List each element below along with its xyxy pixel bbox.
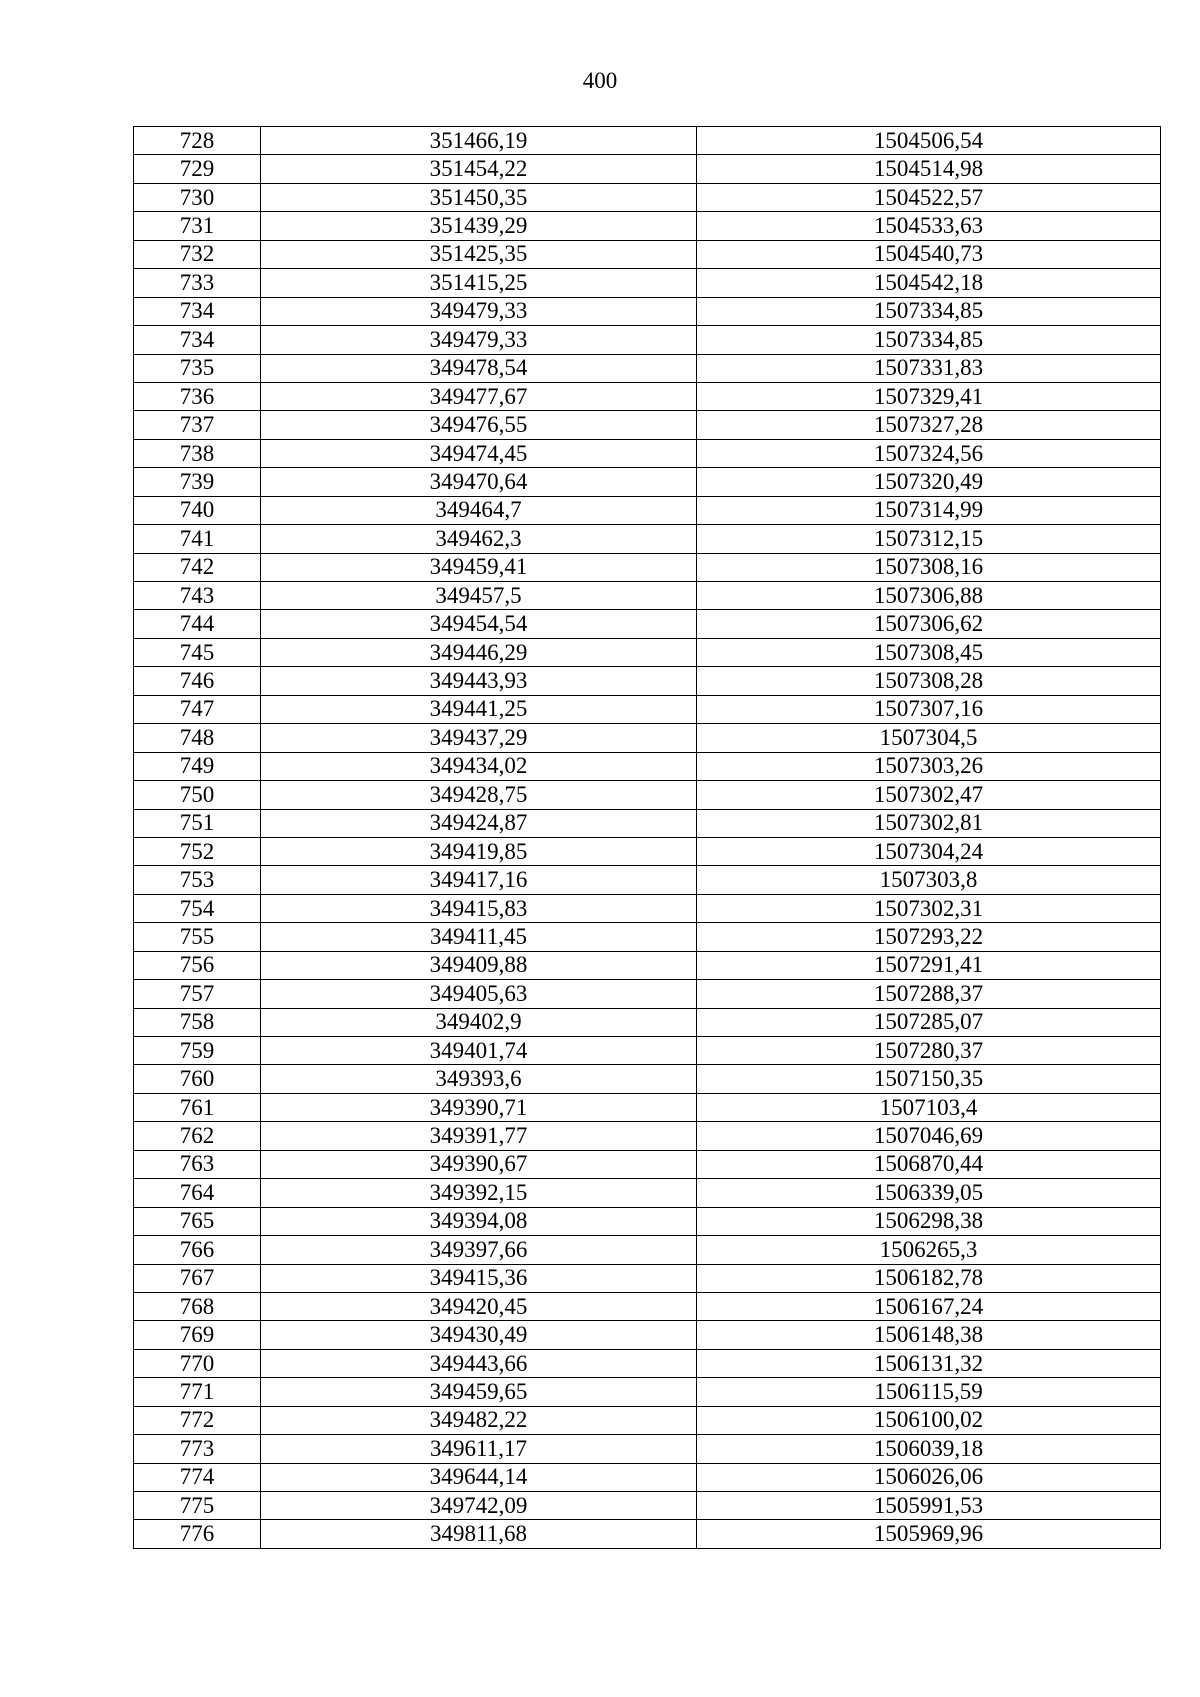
table-row: [134, 468, 1161, 496]
point-number-cell: 757: [134, 980, 261, 1008]
point-number-cell: 729: [134, 155, 261, 183]
point-number-cell: 737: [134, 411, 261, 439]
point-number-cell: 745: [134, 638, 261, 666]
y-coordinate-cell: 1505991,53: [697, 1492, 1161, 1520]
point-number-cell: 766: [134, 1236, 261, 1264]
y-coordinate-cell: 1507327,28: [697, 411, 1161, 439]
point-number-cell: 741: [134, 525, 261, 553]
x-coordinate-cell: 349811,68: [261, 1520, 697, 1548]
y-coordinate-cell: 1506339,05: [697, 1179, 1161, 1207]
point-number-cell: 767: [134, 1264, 261, 1292]
point-number-cell: 750: [134, 781, 261, 809]
y-coordinate-cell: 1506131,32: [697, 1349, 1161, 1377]
table-row: [134, 1264, 1161, 1292]
point-number-cell: 751: [134, 809, 261, 837]
point-number-cell: 748: [134, 724, 261, 752]
table-row: [134, 1321, 1161, 1349]
table-row: [134, 724, 1161, 752]
x-coordinate-cell: 349446,29: [261, 638, 697, 666]
point-number-cell: 739: [134, 468, 261, 496]
table-row: [134, 411, 1161, 439]
point-number-cell: 738: [134, 439, 261, 467]
y-coordinate-cell: 1507046,69: [697, 1122, 1161, 1150]
table-row: [134, 127, 1161, 155]
x-coordinate-cell: 349441,25: [261, 695, 697, 723]
point-number-cell: 755: [134, 923, 261, 951]
x-coordinate-cell: 349392,15: [261, 1179, 697, 1207]
table-row: [134, 1378, 1161, 1406]
x-coordinate-cell: 349479,33: [261, 297, 697, 325]
y-coordinate-cell: 1507302,47: [697, 781, 1161, 809]
table-row: [134, 1463, 1161, 1491]
x-coordinate-cell: 349474,45: [261, 439, 697, 467]
point-number-cell: 760: [134, 1065, 261, 1093]
x-coordinate-cell: 349482,22: [261, 1406, 697, 1434]
point-number-cell: 728: [134, 127, 261, 155]
point-number-cell: 747: [134, 695, 261, 723]
table-row: [134, 1037, 1161, 1065]
y-coordinate-cell: 1507306,62: [697, 610, 1161, 638]
table-row: [134, 354, 1161, 382]
x-coordinate-cell: 349459,65: [261, 1378, 697, 1406]
table-row: [134, 582, 1161, 610]
x-coordinate-cell: 349479,33: [261, 326, 697, 354]
x-coordinate-cell: 349443,93: [261, 667, 697, 695]
x-coordinate-cell: 349437,29: [261, 724, 697, 752]
x-coordinate-cell: 349459,41: [261, 553, 697, 581]
table-row: [134, 326, 1161, 354]
point-number-cell: 742: [134, 553, 261, 581]
point-number-cell: 730: [134, 183, 261, 211]
coordinates-table: [133, 126, 1161, 1549]
x-coordinate-cell: 349415,36: [261, 1264, 697, 1292]
y-coordinate-cell: 1506100,02: [697, 1406, 1161, 1434]
y-coordinate-cell: 1506265,3: [697, 1236, 1161, 1264]
table-row: [134, 269, 1161, 297]
table-row: [134, 809, 1161, 837]
x-coordinate-cell: 349409,88: [261, 951, 697, 979]
x-coordinate-cell: 351454,22: [261, 155, 697, 183]
point-number-cell: 775: [134, 1492, 261, 1520]
point-number-cell: 735: [134, 354, 261, 382]
point-number-cell: 733: [134, 269, 261, 297]
point-number-cell: 769: [134, 1321, 261, 1349]
point-number-cell: 768: [134, 1292, 261, 1320]
point-number-cell: 763: [134, 1150, 261, 1178]
x-coordinate-cell: 349420,45: [261, 1292, 697, 1320]
point-number-cell: 736: [134, 382, 261, 410]
y-coordinate-cell: 1507291,41: [697, 951, 1161, 979]
table-row: [134, 553, 1161, 581]
x-coordinate-cell: 349393,6: [261, 1065, 697, 1093]
point-number-cell: 762: [134, 1122, 261, 1150]
table-row: [134, 923, 1161, 951]
table-row: [134, 212, 1161, 240]
y-coordinate-cell: 1507304,5: [697, 724, 1161, 752]
point-number-cell: 732: [134, 240, 261, 268]
y-coordinate-cell: 1504533,63: [697, 212, 1161, 240]
y-coordinate-cell: 1507304,24: [697, 837, 1161, 865]
y-coordinate-cell: 1507334,85: [697, 326, 1161, 354]
point-number-cell: 731: [134, 212, 261, 240]
table-row: [134, 610, 1161, 638]
point-number-cell: 749: [134, 752, 261, 780]
y-coordinate-cell: 1504522,57: [697, 183, 1161, 211]
x-coordinate-cell: 349401,74: [261, 1037, 697, 1065]
point-number-cell: 752: [134, 837, 261, 865]
point-number-cell: 776: [134, 1520, 261, 1548]
x-coordinate-cell: 349390,67: [261, 1150, 697, 1178]
y-coordinate-cell: 1507320,49: [697, 468, 1161, 496]
point-number-cell: 744: [134, 610, 261, 638]
y-coordinate-cell: 1507302,31: [697, 894, 1161, 922]
x-coordinate-cell: 349611,17: [261, 1435, 697, 1463]
table-row: [134, 1435, 1161, 1463]
table-row: [134, 1150, 1161, 1178]
y-coordinate-cell: 1507308,45: [697, 638, 1161, 666]
y-coordinate-cell: 1507150,35: [697, 1065, 1161, 1093]
x-coordinate-cell: 351415,25: [261, 269, 697, 297]
y-coordinate-cell: 1504506,54: [697, 127, 1161, 155]
point-number-cell: 734: [134, 326, 261, 354]
table-row: [134, 980, 1161, 1008]
x-coordinate-cell: 351439,29: [261, 212, 697, 240]
point-number-cell: 764: [134, 1179, 261, 1207]
x-coordinate-cell: 349742,09: [261, 1492, 697, 1520]
table-row: [134, 1349, 1161, 1377]
x-coordinate-cell: 349477,67: [261, 382, 697, 410]
table-row: [134, 382, 1161, 410]
table-row: [134, 951, 1161, 979]
y-coordinate-cell: 1506039,18: [697, 1435, 1161, 1463]
y-coordinate-cell: 1507312,15: [697, 525, 1161, 553]
page-number: 400: [582, 68, 618, 93]
y-coordinate-cell: 1507314,99: [697, 496, 1161, 524]
x-coordinate-cell: 349417,16: [261, 866, 697, 894]
table-row: [134, 667, 1161, 695]
y-coordinate-cell: 1505969,96: [697, 1520, 1161, 1548]
y-coordinate-cell: 1507307,16: [697, 695, 1161, 723]
y-coordinate-cell: 1507329,41: [697, 382, 1161, 410]
y-coordinate-cell: 1507308,28: [697, 667, 1161, 695]
table-row: [134, 1292, 1161, 1320]
y-coordinate-cell: 1507288,37: [697, 980, 1161, 1008]
y-coordinate-cell: 1507280,37: [697, 1037, 1161, 1065]
x-coordinate-cell: 349478,54: [261, 354, 697, 382]
table-row: [134, 752, 1161, 780]
point-number-cell: 770: [134, 1349, 261, 1377]
x-coordinate-cell: 349443,66: [261, 1349, 697, 1377]
x-coordinate-cell: 349457,5: [261, 582, 697, 610]
table-row: [134, 781, 1161, 809]
table-row: [134, 866, 1161, 894]
table-row: [134, 439, 1161, 467]
y-coordinate-cell: 1507324,56: [697, 439, 1161, 467]
table-row: [134, 695, 1161, 723]
table-row: [134, 1236, 1161, 1264]
point-number-cell: 759: [134, 1037, 261, 1065]
x-coordinate-cell: 349390,71: [261, 1093, 697, 1121]
point-number-cell: 753: [134, 866, 261, 894]
x-coordinate-cell: 349644,14: [261, 1463, 697, 1491]
y-coordinate-cell: 1506182,78: [697, 1264, 1161, 1292]
table-row: [134, 837, 1161, 865]
table-row: [134, 638, 1161, 666]
table-row: [134, 297, 1161, 325]
x-coordinate-cell: 349402,9: [261, 1008, 697, 1036]
point-number-cell: 756: [134, 951, 261, 979]
table-row: [134, 1008, 1161, 1036]
x-coordinate-cell: 349428,75: [261, 781, 697, 809]
point-number-cell: 758: [134, 1008, 261, 1036]
x-coordinate-cell: 349411,45: [261, 923, 697, 951]
point-number-cell: 743: [134, 582, 261, 610]
y-coordinate-cell: 1506115,59: [697, 1378, 1161, 1406]
table-row: [134, 525, 1161, 553]
y-coordinate-cell: 1507308,16: [697, 553, 1161, 581]
y-coordinate-cell: 1507331,83: [697, 354, 1161, 382]
table-row: [134, 1207, 1161, 1235]
y-coordinate-cell: 1506298,38: [697, 1207, 1161, 1235]
point-number-cell: 765: [134, 1207, 261, 1235]
y-coordinate-cell: 1507302,81: [697, 809, 1161, 837]
point-number-cell: 772: [134, 1406, 261, 1434]
y-coordinate-cell: 1504540,73: [697, 240, 1161, 268]
y-coordinate-cell: 1506148,38: [697, 1321, 1161, 1349]
y-coordinate-cell: 1507303,8: [697, 866, 1161, 894]
coordinates-table-body: [134, 127, 1161, 1549]
x-coordinate-cell: 351425,35: [261, 240, 697, 268]
table-row: [134, 183, 1161, 211]
x-coordinate-cell: 351450,35: [261, 183, 697, 211]
y-coordinate-cell: 1506870,44: [697, 1150, 1161, 1178]
x-coordinate-cell: 351466,19: [261, 127, 697, 155]
y-coordinate-cell: 1507306,88: [697, 582, 1161, 610]
table-row: [134, 496, 1161, 524]
x-coordinate-cell: 349397,66: [261, 1236, 697, 1264]
x-coordinate-cell: 349464,7: [261, 496, 697, 524]
x-coordinate-cell: 349394,08: [261, 1207, 697, 1235]
y-coordinate-cell: 1507293,22: [697, 923, 1161, 951]
x-coordinate-cell: 349476,55: [261, 411, 697, 439]
y-coordinate-cell: 1507285,07: [697, 1008, 1161, 1036]
x-coordinate-cell: 349434,02: [261, 752, 697, 780]
x-coordinate-cell: 349419,85: [261, 837, 697, 865]
table-row: [134, 1492, 1161, 1520]
point-number-cell: 734: [134, 297, 261, 325]
x-coordinate-cell: 349462,3: [261, 525, 697, 553]
table-row: [134, 1520, 1161, 1548]
table-row: [134, 1065, 1161, 1093]
point-number-cell: 773: [134, 1435, 261, 1463]
x-coordinate-cell: 349391,77: [261, 1122, 697, 1150]
point-number-cell: 761: [134, 1093, 261, 1121]
y-coordinate-cell: 1504542,18: [697, 269, 1161, 297]
y-coordinate-cell: 1507334,85: [697, 297, 1161, 325]
x-coordinate-cell: 349405,63: [261, 980, 697, 1008]
table-row: [134, 1093, 1161, 1121]
point-number-cell: 771: [134, 1378, 261, 1406]
x-coordinate-cell: 349454,54: [261, 610, 697, 638]
point-number-cell: 740: [134, 496, 261, 524]
point-number-cell: 746: [134, 667, 261, 695]
table-row: [134, 1122, 1161, 1150]
y-coordinate-cell: 1506167,24: [697, 1292, 1161, 1320]
y-coordinate-cell: 1507103,4: [697, 1093, 1161, 1121]
table-row: [134, 894, 1161, 922]
table-row: [134, 240, 1161, 268]
y-coordinate-cell: 1506026,06: [697, 1463, 1161, 1491]
point-number-cell: 754: [134, 894, 261, 922]
x-coordinate-cell: 349424,87: [261, 809, 697, 837]
x-coordinate-cell: 349470,64: [261, 468, 697, 496]
table-row: [134, 155, 1161, 183]
x-coordinate-cell: 349415,83: [261, 894, 697, 922]
x-coordinate-cell: 349430,49: [261, 1321, 697, 1349]
table-row: [134, 1179, 1161, 1207]
y-coordinate-cell: 1504514,98: [697, 155, 1161, 183]
table-row: [134, 1406, 1161, 1434]
y-coordinate-cell: 1507303,26: [697, 752, 1161, 780]
point-number-cell: 774: [134, 1463, 261, 1491]
